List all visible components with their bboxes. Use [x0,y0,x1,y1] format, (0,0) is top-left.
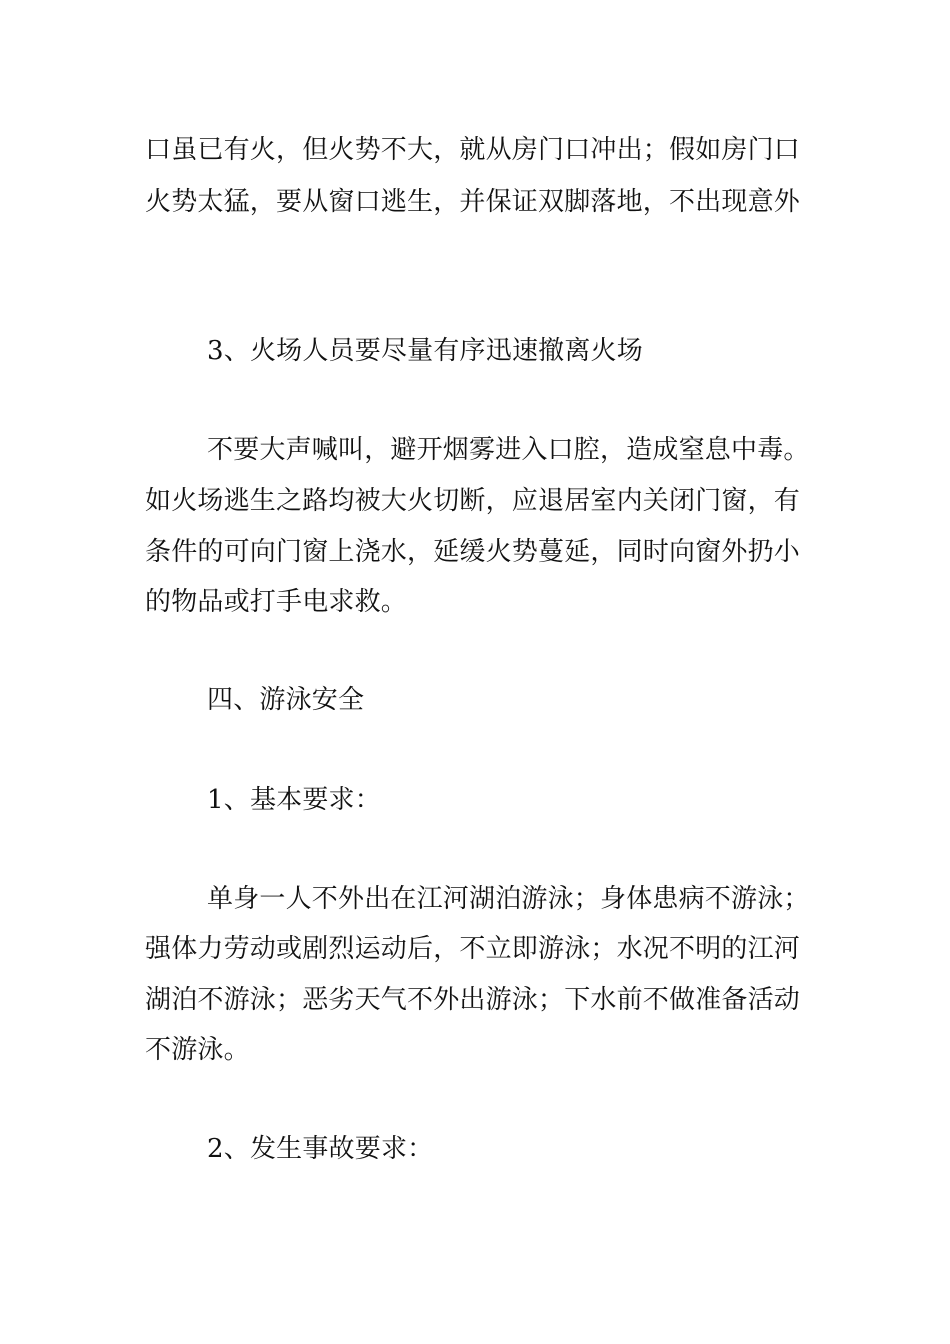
paragraph-line: 口虽已有火，但火势不大，就从房门口冲出；假如房门口 [145,135,801,165]
paragraph-line: 火势太猛，要从窗口逃生，并保证双脚落地，不出现意外 [145,187,801,217]
paragraph-line: 如火场逃生之路均被大火切断，应退居室内关闭门窗，有 [145,486,801,516]
subsection-heading: 2、发生事故要求： [207,1134,434,1164]
paragraph-line: 的物品或打手电求救。 [145,587,408,617]
paragraph-line: 湖泊不游泳；恶劣天气不外出游泳；下水前不做准备活动 [145,985,801,1015]
paragraph-line: 条件的可向门窗上浇水，延缓火势蔓延，同时向窗外扔小 [145,537,801,567]
paragraph-line: 不游泳。 [145,1035,250,1065]
paragraph-line: 不要大声喊叫，避开烟雾进入口腔，造成窒息中毒。 [207,435,810,465]
paragraph-line: 强体力劳动或剧烈运动后，不立即游泳；水况不明的江河 [145,934,801,964]
subsection-heading: 1、基本要求： [207,785,381,815]
section-heading: 四、游泳安全 [207,685,365,715]
paragraph-line: 单身一人不外出在江河湖泊游泳；身体患病不游泳； [207,884,810,914]
section-heading: 3、火场人员要尽量有序迅速撤离火场 [207,336,643,366]
